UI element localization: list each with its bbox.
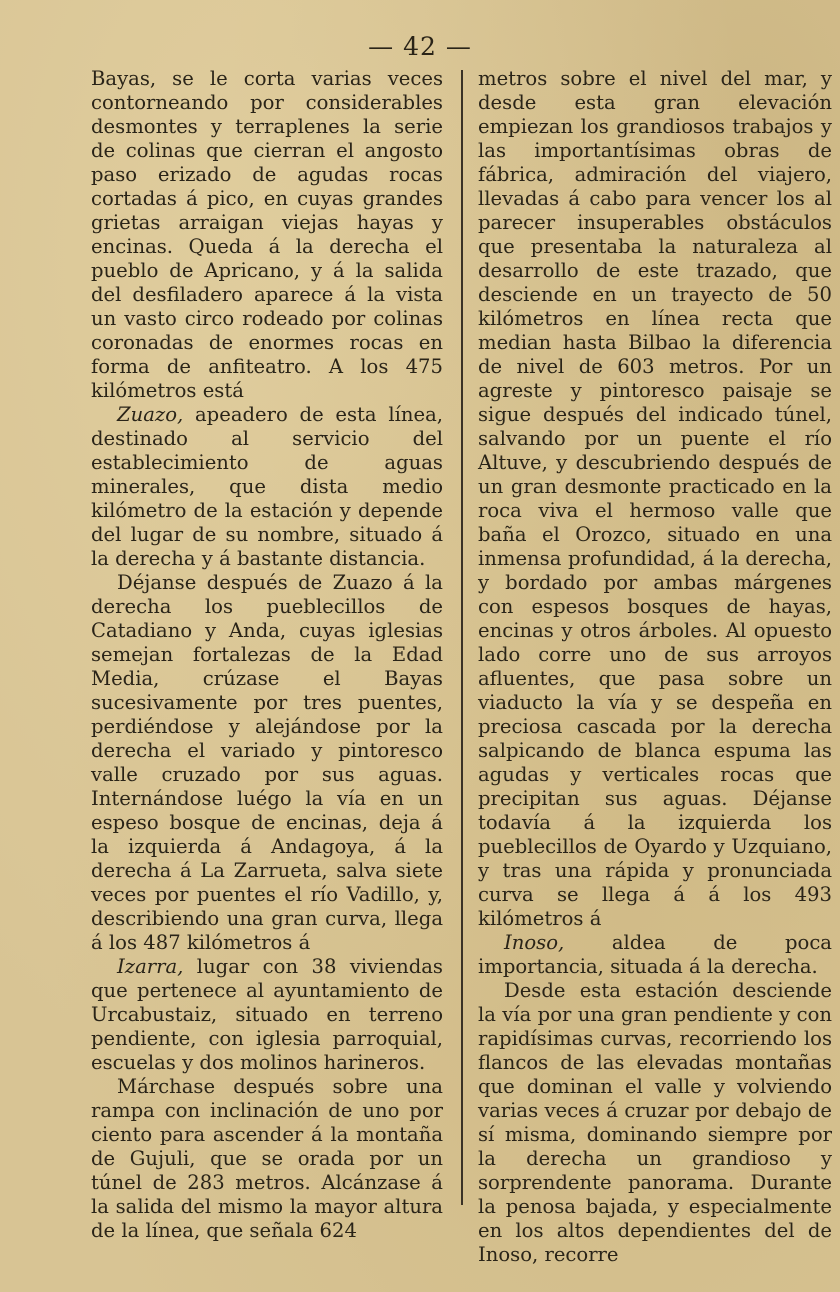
left-column — [91, 67, 443, 1243]
paragraph-text: apeadero de esta línea, destinado al servicio del establecimiento de aguas minerales, que dista medio kilómetro de la estación y depende del lugar de su nombre, situado á la derecha y á bastante distancia. — [91, 403, 443, 570]
paragraph — [478, 931, 832, 979]
right-column — [478, 67, 832, 1267]
paragraph: Desde esta estación desciende la vía por una gran pendiente y con rapidísimas curvas, recorriendo los flancos de las elevadas montañas que dominan el valle y volviendo varias veces á cruzar por debajo de sí misma, dominando siempre por la derecha un grandioso y sorprendente panorama. Durante la penosa bajada, y especialmente en los altos dependientes del de Inoso, recorre — [478, 979, 832, 1266]
place-name: Zuazo, — [117, 403, 184, 426]
page-number: — 42 — — [368, 32, 472, 61]
paragraph: Márchase después sobre una rampa con inclinación de uno por ciento para ascender á la montaña de Gujuli, que se orada por un túnel de 283 metros. Alcánzase á la salida del mismo la mayor altura de la línea, que señala 624 — [91, 1075, 443, 1242]
paragraph-text: aldea de poca importancia, situada á la derecha. — [478, 931, 832, 978]
paragraph — [91, 403, 443, 571]
paragraph — [91, 955, 443, 1075]
paragraph: metros sobre el nivel del mar, y desde esta gran elevación empiezan los grandiosos trabajos y las importantísimas obras de fábrica, admiración del viajero, llevadas á cabo para vencer los al parecer insuperables obstáculos que presentaba la naturaleza al desarrollo de este trazado, que desciende en un trayecto de 50 kilómetros en línea recta que median hasta Bilbao la diferencia de nivel de 603 metros. Por un agreste y pintoresco paisaje se sigue después del indicado túnel, salvando por un puente el río Altuve, y descubriendo después de un gran desmonte practicado en la roca viva el hermoso valle que baña el Orozco, situado en una inmensa profundidad, á la derecha, y bordado por ambas márgenes con espesos bosques de hayas, encinas y otros árboles. Al opuesto lado corre uno de sus arroyos afluentes, que pasa sobre un viaducto la vía y se despeña en preciosa cascada por la derecha salpicando de blanca espuma las agudas y verticales rocas que precipitan sus aguas. Déjanse todavía á la izquierda los pueblecillos de Oyardo y Uzquiano, y tras una rápida y pronunciada curva se llega á á los 493 kilómetros á — [478, 67, 832, 930]
place-name: Izarra, — [117, 955, 184, 978]
paragraph: Déjanse después de Zuazo á la derecha los pueblecillos de Catadiano y Anda, cuyas iglesias semejan fortalezas de la Edad Media, crúzase el Bayas sucesivamente por tres puentes, perdiéndose y alejándose por la derecha el variado y pintoresco valle cruzado por sus aguas. Internándose luégo la vía en un espeso bosque de encinas, deja á la izquierda á Andagoya, á la derecha á La Zarrueta, salva siete veces por puentes el río Vadillo, y, describiendo una gran curva, llega á los 487 kilómetros á — [91, 571, 443, 954]
column-divider — [461, 70, 463, 1205]
paragraph-text: lugar con 38 viviendas que pertenece al ayuntamiento de Urcabustaiz, situado en terreno pendiente, con iglesia parroquial, escuelas y dos molinos harineros. — [91, 955, 443, 1074]
place-name: Inoso, — [504, 931, 565, 954]
paragraph: Bayas, se le corta varias veces contorneando por considerables desmontes y terraplenes la serie de colinas que cierran el angosto paso erizado de agudas rocas cortadas á pico, en cuyas grandes grietas arraigan viejas hayas y encinas. Queda á la derecha el pueblo de Apricano, y á la salida del desfiladero aparece á la vista un vasto circo rodeado por colinas coronadas de enormes rocas en forma de anfiteatro. A los 475 kilómetros está — [91, 67, 443, 402]
